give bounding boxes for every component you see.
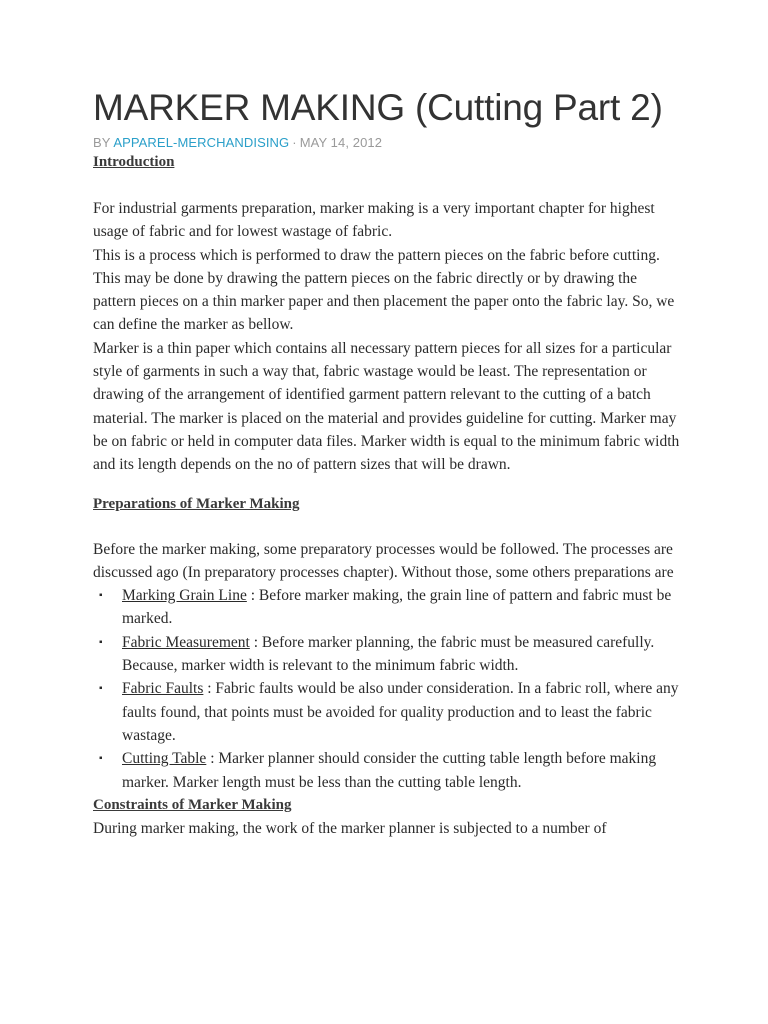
introduction-heading: Introduction bbox=[93, 154, 175, 170]
bullet-icon: ▪ bbox=[99, 590, 103, 602]
list-item bbox=[93, 631, 683, 678]
byline-prefix: BY bbox=[93, 135, 111, 150]
preparations-heading: Preparations of Marker Making bbox=[93, 495, 300, 512]
list-item-term: Fabric Faults bbox=[122, 680, 204, 698]
byline bbox=[93, 135, 683, 151]
intro-paragraph: Marker is a thin paper which contains all necessary pattern pieces for all sizes for a particular style of garments in such a way that, fabric wastage would be least. The representation or drawing of the arrangement of identified garment pattern relevant to the cutting of a batch material. The marker is placed on the material and provides guideline for cutting. Marker may be on fabric or held in computer data files. Marker width is equal to the minimum fabric width and its length depends on the no of pattern sizes that will be drawn. bbox=[93, 339, 680, 474]
list-item bbox=[93, 677, 683, 747]
intro-paragraph: For industrial garments preparation, marker making is a very important chapter for highest usage of fabric and for lowest wastage of fabric. bbox=[93, 200, 655, 241]
byline-separator: · bbox=[292, 135, 297, 150]
list-item-text: : Before marker planning, the fabric must be measured carefully. Because, marker width is relevant to the minimum fabric width. bbox=[122, 633, 655, 675]
bullet-icon: ▪ bbox=[99, 683, 103, 695]
constraints-heading: Constraints of Marker Making bbox=[93, 796, 292, 813]
preparations-intro: Before the marker making, some preparatory processes would be followed. The processes are discussed ago (In preparatory processes chapter). Without those, some others preparations are bbox=[93, 540, 674, 581]
list-item-term: Fabric Measurement bbox=[122, 633, 250, 651]
list-item-text: : Fabric faults would be also under consideration. In a fabric roll, where any faults found, that points must be avoided for quality production and to least the fabric wastage. bbox=[122, 680, 679, 744]
article bbox=[93, 86, 683, 840]
list-item bbox=[93, 584, 683, 631]
constraints-paragraph: During marker making, the work of the marker planner is subjected to a number of bbox=[93, 819, 607, 837]
publish-date: MAY 14, 2012 bbox=[299, 135, 383, 150]
intro-paragraph: This is a process which is performed to draw the pattern pieces on the fabric before cutting. This may be done by drawing the pattern pieces on the fabric directly or by drawing the pattern pieces on a thin marker paper and then placement the paper onto the fabric lay. So, we can define the marker as bellow. bbox=[93, 246, 675, 334]
list-item-term: Cutting Table bbox=[122, 750, 207, 768]
list-item-text: : Marker planner should consider the cutting table length before making marker. Marker length must be less than the cutting table length. bbox=[122, 750, 657, 791]
article-title: MARKER MAKING (Cutting Part 2) bbox=[93, 87, 663, 128]
list-item-term: Marking Grain Line bbox=[122, 587, 247, 605]
author-link[interactable]: APPAREL-MERCHANDISING bbox=[113, 135, 290, 150]
preparations-list bbox=[93, 584, 683, 794]
bullet-icon: ▪ bbox=[99, 636, 103, 648]
list-item-text: : Before marker making, the grain line of pattern and fabric must be marked. bbox=[122, 587, 672, 628]
bullet-icon: ▪ bbox=[99, 753, 103, 765]
list-item bbox=[93, 747, 683, 794]
